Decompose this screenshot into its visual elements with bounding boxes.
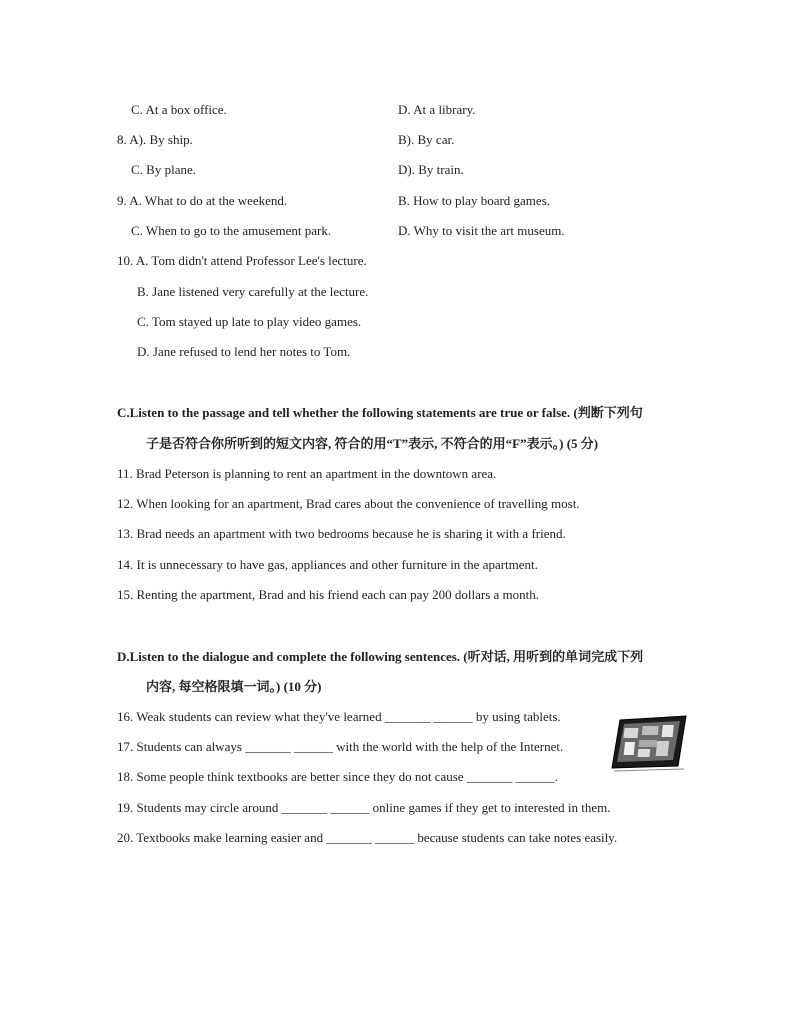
q8-option-c: C. By plane. (131, 162, 196, 177)
q10-option-d: D. Jane refused to lend her notes to Tom. (137, 344, 351, 359)
section-c-heading-cont: 子是否符合你所听到的短文内容, 符合的用“T”表示, 不符合的用“F”表示。) (5 分) (146, 436, 599, 451)
section-d-heading: D.Listen to the dialogue and complete the following sentences. (听对话, 用听到的单词完成下列 (117, 649, 644, 664)
q7-option-d: D. At a library. (398, 102, 476, 117)
q9-option-a: 9. A. What to do at the weekend. (117, 193, 288, 208)
q9-option-c: C. When to go to the amusement park. (131, 223, 332, 238)
q9-option-d: D. Why to visit the art museum. (398, 223, 565, 238)
sentence-19: 19. Students may circle around _______ ______ online games if they get to interested in them. (117, 800, 611, 815)
q8-option-a: 8. A). By ship. (117, 132, 193, 147)
statement-12: 12. When looking for an apartment, Brad cares about the convenience of travelling most. (117, 496, 580, 511)
statement-13: 13. Brad needs an apartment with two bedrooms because he is sharing it with a friend. (117, 526, 566, 541)
q10-option-a: 10. A. Tom didn't attend Professor Lee's lecture. (117, 253, 367, 268)
statement-11: 11. Brad Peterson is planning to rent an apartment in the downtown area. (117, 466, 497, 481)
q8-option-d: D). By train. (398, 162, 464, 177)
q10-option-b: B. Jane listened very carefully at the lecture. (137, 284, 369, 299)
sentence-16: 16. Weak students can review what they've learned _______ ______ by using tablets. (117, 709, 561, 724)
statement-14: 14. It is unnecessary to have gas, appliances and other furniture in the apartment. (117, 557, 538, 572)
q7-option-c: C. At a box office. (131, 102, 227, 117)
section-d-heading-cont: 内容, 每空格限填一词。) (10 分) (146, 679, 322, 694)
tablet-photo-icon (610, 714, 692, 774)
sentence-18: 18. Some people think textbooks are better since they do not cause _______ ______. (117, 769, 558, 784)
section-c-heading: C.Listen to the passage and tell whether the following statements are true or false. (判断下列句 (117, 405, 643, 420)
statement-15: 15. Renting the apartment, Brad and his friend each can pay 200 dollars a month. (117, 587, 540, 602)
sentence-20: 20. Textbooks make learning easier and _______ ______ because students can take notes easily. (117, 830, 618, 845)
q9-option-b: B. How to play board games. (398, 193, 551, 208)
q10-option-c: C. Tom stayed up late to play video games. (137, 314, 362, 329)
sentence-17: 17. Students can always _______ ______ with the world with the help of the Internet. (117, 739, 564, 754)
q8-option-b: B). By car. (398, 132, 455, 147)
